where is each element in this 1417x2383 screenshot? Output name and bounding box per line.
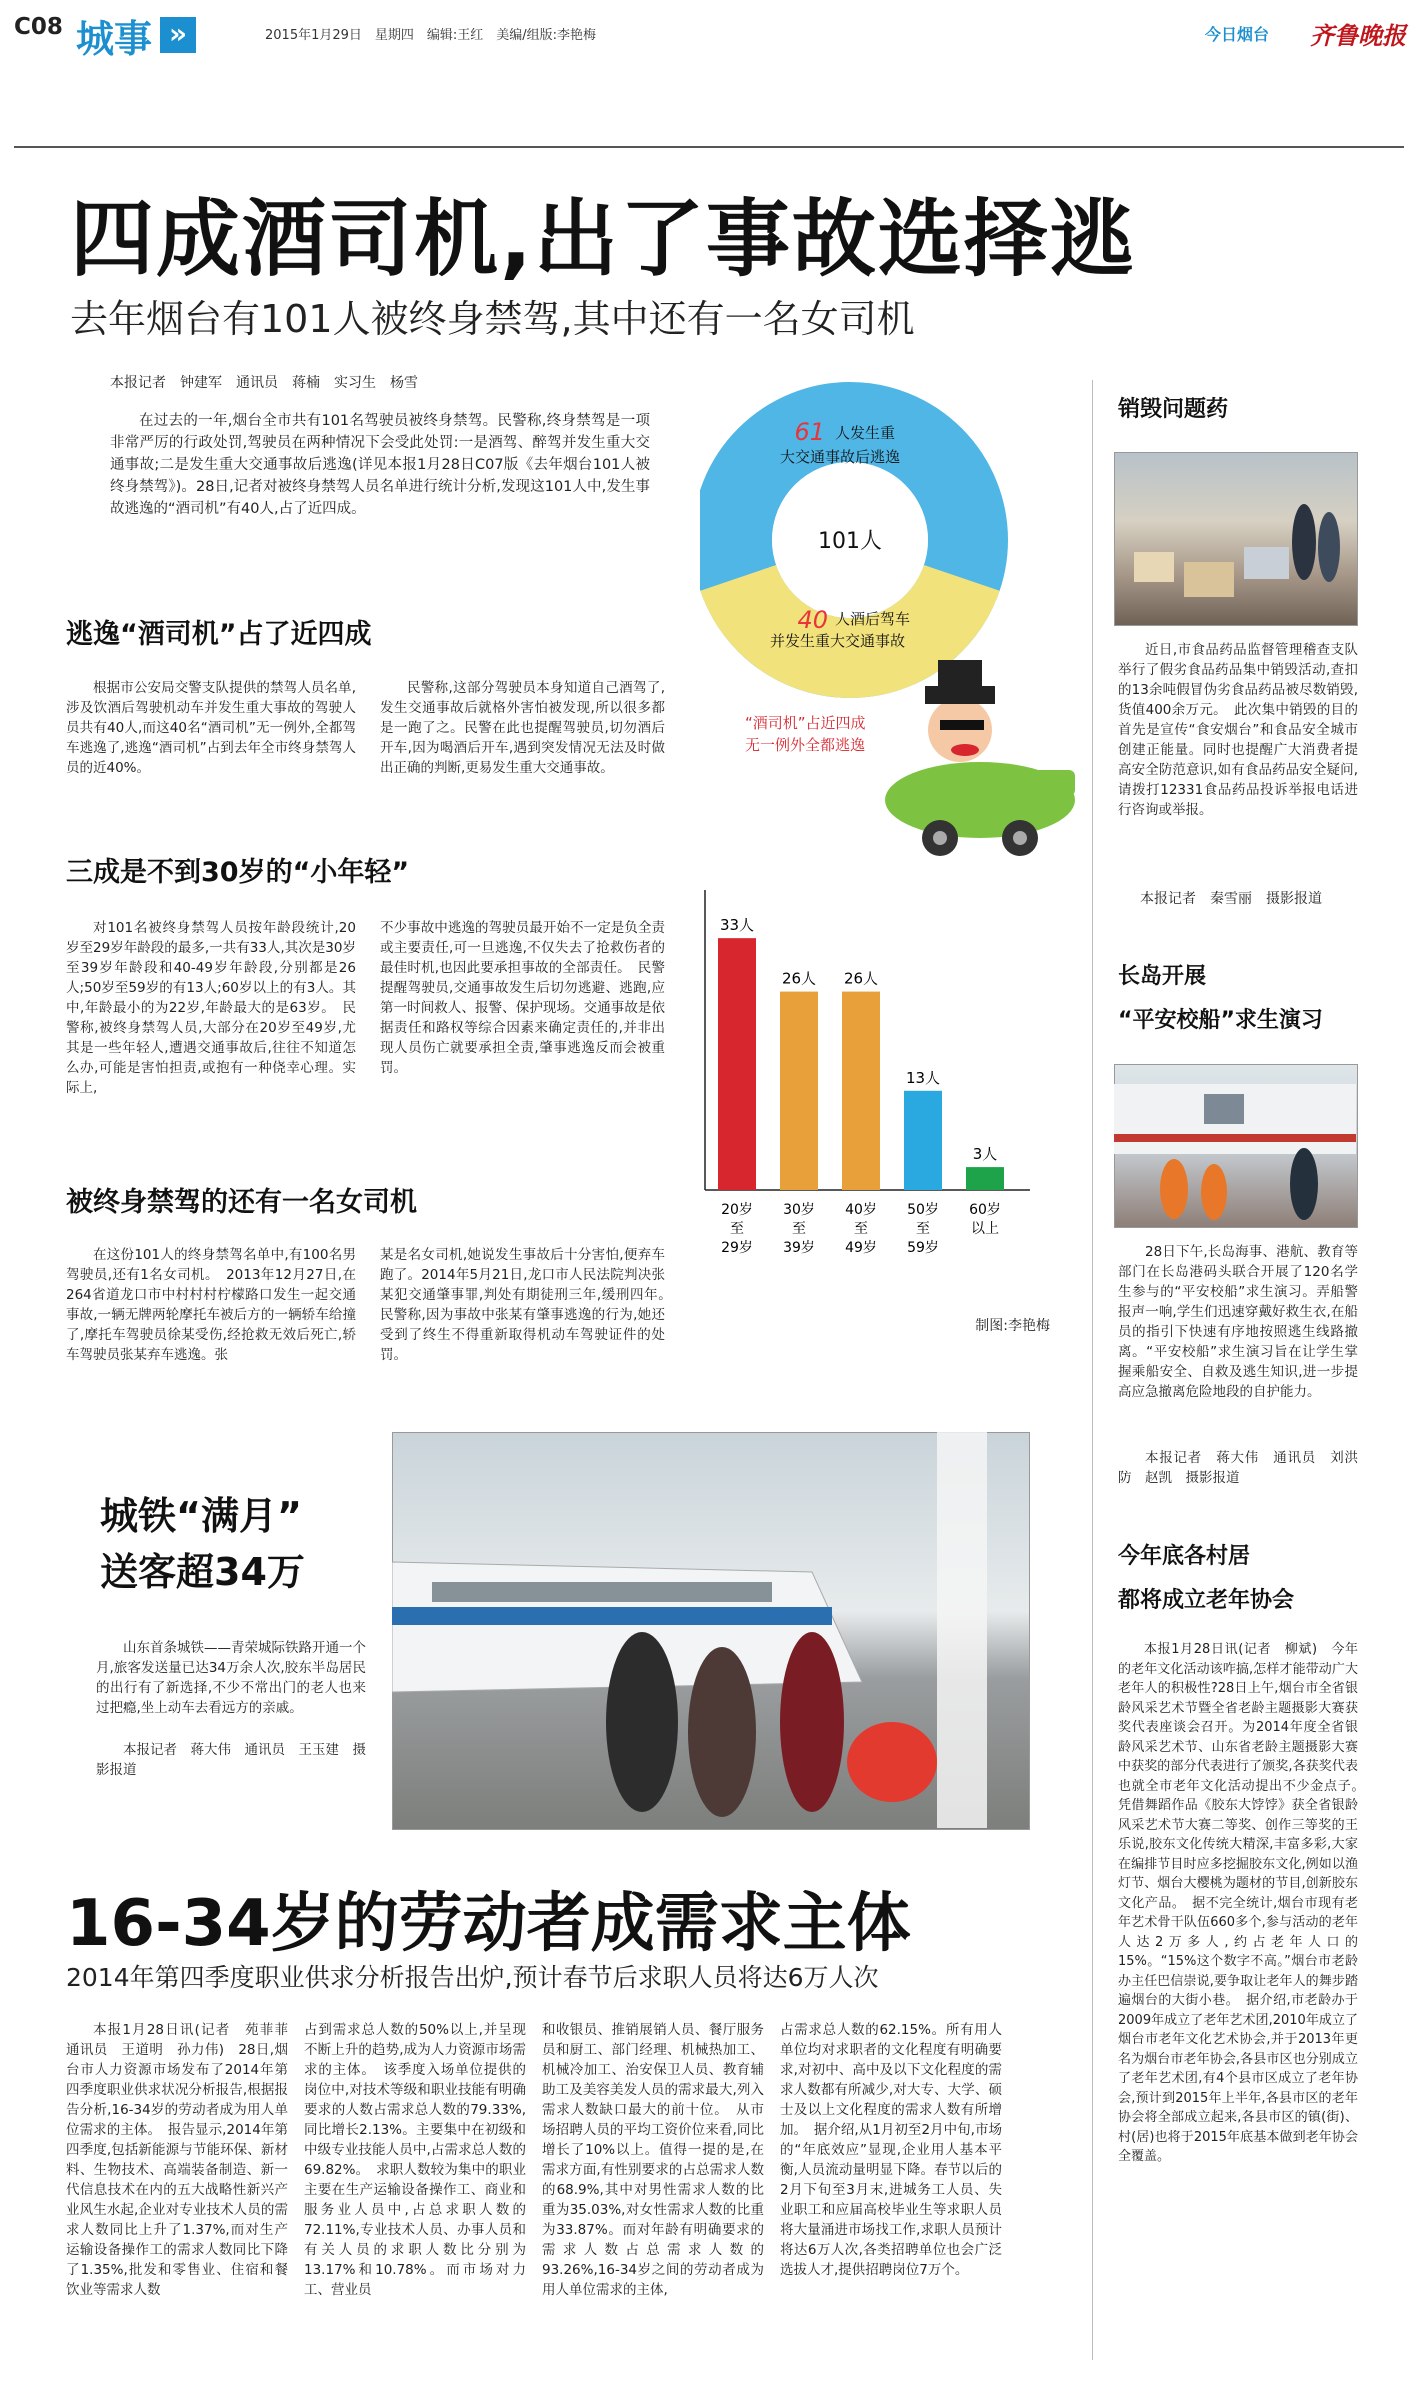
edition-label: 今日烟台 [1205,25,1270,44]
worker-icon [1318,512,1340,582]
sec2-col2: 不少事故中逃逸的驾驶员最开始不一定是负全责或主要责任,可一旦逃逸,不仅失去了抢救伤者的最佳时机,也因此要承担事故的全部责任。 民警提醒驾驶员,交通事故发生后切勿逃避、逃跑,应第一时间救人、报警、保护现场。交通事故是依据责任和路权等综合因素来确定责任的,并非出现人员伤亡就要承担全责,肇事逃逸反而会被重罚。 [380,920,665,1076]
donut-note [745,712,866,756]
section-heading-1: 逃逸“酒司机”占了近四成 [66,619,372,650]
sec1-col1: 根据市公安局交警支队提供的禁驾人员名单,涉及饮酒后驾驶机动车并发生重大事故的驾驶人员共有40人,而这40名“酒司机”无一例外,全都驾车逃逸了,逃逸“酒司机”占到去年全市终身禁驾人员的近40%。 [66,680,356,776]
donut-note-line1: “酒司机”占近四成 [745,714,866,732]
rail-headline-line1: 城铁“满月” [100,1494,302,1538]
bar-4 [904,1091,942,1190]
train-illustration [392,1432,1028,1828]
x-tick-label: 49岁 [845,1240,877,1256]
donut-bottom-label2: 并发生重大交通事故 [770,632,906,650]
side1-body: 近日,市食品药品监督管理稽查支队举行了假劣食品药品集中销毁活动,查扣的13余吨假冒伪劣食品药品被尽数销毁,货值400余万元。 此次集中销毁的目的首先是宣传“食安烟台”和食品安全城市创建正能量。同时也提醒广大消费者提高安全防范意识,如有食品药品安全疑问,请拨打12331食品药品投诉举报电话进行咨询或举报。 [1118,642,1358,818]
page-number: C08 [14,14,63,40]
section-heading-2: 三成是不到30岁的“小年轻” [66,857,410,888]
sec3-col1: 在这份101人的终身禁驾名单中,有100名男驾驶员,还有1名女司机。 2013年12月27日,在264省道龙口市中村村村柠檬路口发生一起交通事故,一辆无牌两轮摩托车被后方的一辆轿车给撞了,摩托车驾驶员徐某受伤,经抢救无效后死亡,轿车驾驶员张某弃车逃逸。张 [66,1247,356,1363]
x-tick-label: 至 [730,1221,744,1237]
sec1-col2: 民警称,这部分驾驶员本身知道自己酒驾了,发生交通事故后就格外害怕被发现,所以很多都是一跑了之。民警在此也提醒驾驶员,切勿酒后开车,因为喝酒后开车,遇到突发情况无法及时做出正确的判断,更易发生重大交通事故。 [380,680,665,776]
x-tick-label: 30岁 [783,1202,815,1218]
donut-bottom-label1: 人酒后驾车 [835,610,911,628]
bar-5 [966,1167,1004,1190]
x-tick-label: 40岁 [845,1202,877,1218]
student-icon [1201,1164,1227,1220]
brand-logo: 齐鲁晚报 [1310,21,1406,50]
donut-top-label1: 人发生重 [835,424,896,442]
rail-headline [100,1488,305,1600]
bar-value-label: 26人 [781,969,817,988]
section-badge [76,8,196,62]
side3-body: 本报1月28日讯(记者 柳斌) 今年的老年文化活动该咋搞,怎样才能带动广大老年人的积极性?28日上午,烟台市全省银龄风采艺术节暨全省老龄主题摄影大赛获奖代表座谈会召开。为2014年度全省银龄风采艺术节、山东省老龄主题摄影大赛中获奖的部分代表进行了颁奖,各获奖代表也就全市老年文化活动提出不少金点子。 凭借舞蹈作品《胶东大饽饽》获全省银龄风采艺术节大赛二等奖、创作三等奖的王乐说,胶东文化传统大精深,丰富多彩,大家在编排节目时应多挖掘胶东文化,例如以渔灯节、烟台大樱桃为题材的节目,创新胶东文化产品。 据不完全统计,烟台市现有老年艺术骨干队伍660多个,参与活动的老年人达2万多人,约占老年人口的15%。“15%这个数字不高。”烟台市老龄办主任巴信崇说,要争取让老年人的舞步踏遍烟台的大街小巷。 据介绍,市老龄办于2009年成立了老年艺术团,2010年成立了烟台市老年文化艺术协会,并于2013年更名为烟台市老年协会,各县市区也分别成立了老年艺术团,有4个县市区成立了老年协会,预计到2015年上半年,各县市区的老年协会将全部成立起来,各县市区的镇(街)、村(居)也将于2015年底基本做到老年协会全覆盖。 [1118,1642,1372,2164]
x-tick-label: 至 [792,1221,806,1237]
worker-icon [1292,504,1316,580]
right-rail-divider [1092,380,1093,2360]
x-tick-label: 20岁 [721,1202,753,1218]
donut-top-number: 61 [794,418,825,446]
side2-headline-line2: “平安校船”求生演习 [1118,1008,1323,1033]
x-tick-label: 50岁 [907,1202,939,1218]
rail-credit: 本报记者 蒋大伟 通讯员 王玉建 摄影报道 [96,1742,366,1778]
labor-col4: 占需求总人数的62.15%。所有用人单位均对求职者的文化程度有明确要求,对初中、高中及以下文化程度的需求人数都有所减少,对大专、大学、硕士及以上文化程度的需求人数有所增加。 据介绍,从1月初至2月中旬,市场的“年底效应”显现,企业用人基本平衡,人员流动量明显下降。春节以后的2月下旬至3月末,进城务工人员、失业职工和应届高校毕业生等求职人员将大量涌进市场找工作,求职人员预计将达6万人次,各类招聘单位也会广泛选拔人才,提供招聘岗位7万个。 [780,2022,1002,2278]
labor-col3: 和收银员、推销展销人员、餐厅服务员和厨工、部门经理、机械热加工、机械冷加工、治安保卫人员、教育辅助工及美容美发人员的需求最大,列入需求人数缺口最大的前十位。 从市场招聘人员的平均工资价位来看,同比增长了10%以上。值得一提的是,在需求方面,有性别要求的占总需求人数的68.9%,其中对男性需求人数的比重为35.03%,对女性需求人数的比重为33.87%。而对年龄有明确要求的需求人数占总需求人数的93.26%,16-34岁之间的劳动者成为用人单位需求的主体, [542,2022,764,2298]
side3-headline-line2: 都将成立老年协会 [1118,1588,1295,1613]
luggage-icon [847,1722,937,1802]
side2-credit: 本报记者 蒋大伟 通讯员 刘洪防 赵凯 摄影报道 [1118,1450,1358,1486]
x-tick-label: 59岁 [907,1240,939,1256]
ship-drill-illustration [1114,1064,1356,1226]
x-tick-label: 29岁 [721,1240,753,1256]
bar-value-label: 13人 [905,1068,941,1087]
donut-top-label2: 大交通事故后逃逸 [780,448,901,466]
lead-subheadline: 去年烟台有101人被终身禁驾,其中还有一名女司机 [70,297,915,341]
section-title: 城事 [76,16,153,61]
x-tick-label: 至 [916,1221,930,1237]
labor-subheadline: 2014年第四季度职业供求分析报告出炉,预计春节后求职人员将达6万人次 [66,1963,879,1992]
sec2-col1: 对101名被终身禁驾人员按年龄段统计,20岁至29岁年龄段的最多,一共有33人,其次是30岁至39岁年龄段和40-49岁年龄段,分别都是26人;50岁至59岁的有13人;60岁以上的有3人。其中,年龄最小的为22岁,年龄最大的是63岁。 民警称,被终身禁驾人员,大部分在20岁至49岁,尤其是一些年轻人,遭遇交通事故后,往往不知道怎么办,可能是害怕担责,或抱有一种侥幸心理。实际上, [66,920,356,1096]
bar-2 [780,992,818,1190]
rail-caption: 山东首条城铁——青荣城际铁路开通一个月,旅客发送量已达34万余人次,胶东半岛居民的出行有了新选择,不少不常出门的老人也来过把瘾,坐上动车去看远方的亲戚。 [96,1640,366,1716]
student-icon [1160,1159,1188,1219]
donut-total: 101人 [818,529,882,554]
lead-byline: 本报记者 钟建军 通讯员 蒋楠 实习生 杨雪 [110,375,418,391]
chart-credit: 制图:李艳梅 [975,1318,1050,1334]
age-bar-chart [690,880,1060,1340]
x-tick-label: 至 [854,1221,868,1237]
side3-headline-line1: 今年底各村居 [1118,1544,1251,1569]
drug-destruction-illustration [1114,452,1356,624]
x-tick-label: 以上 [971,1221,999,1237]
dateline: 2015年1月29日 星期四 编辑:王红 美编/组版:李艳梅 [265,28,597,43]
lead-intro: 在过去的一年,烟台全市共有101名驾驶员被终身禁驾。民警称,终身禁驾是一项非常严厉的行政处罚,驾驶员在两种情况下会受此处罚:一是酒驾、醉驾并发生重大交通事故;二是发生重大交通事故后逃逸(详见本报1月28日C07版《去年烟台101人被终身禁驾》)。28日,记者对被终身禁驾人员名单进行统计分析,发现这101人中,发生事故逃逸的“酒司机”有40人,占了近四成。 [110,413,650,517]
labor-col1: 本报1月28日讯(记者 苑菲菲 通讯员 王道明 孙力伟) 28日,烟台市人力资源市场发布了2014年第四季度职业供求状况分析报告,根据报告分析,16-34岁的劳动者成为用人单位需求的主体。 报告显示,2014年第四季度,包括新能源与节能环保、新材料、生物技术、高端装备制造、新一代信息技术在内的五大战略性新兴产业风生水起,企业对专业技术人员的需求人数同比上升了1.37%,而对生产运输设备操作工的需求人数同比下降了1.35%,批发和零售业、住宿和餐饮业等需求人数 [66,2022,302,2298]
passenger-icon [606,1632,678,1812]
side2-headline [1118,955,1323,1043]
box-icon [1134,552,1174,582]
lead-headline: 四成酒司机,出了事故选择逃 [70,190,1136,288]
section-arrow-icon: » [160,17,196,53]
side1-credit: 本报记者 秦雪丽 摄影报道 [1140,891,1322,907]
bar-1 [718,938,756,1190]
x-tick-label: 60岁 [969,1202,1001,1218]
side3-headline [1118,1535,1294,1623]
box-icon [1244,547,1289,579]
section-heading-3: 被终身禁驾的还有一名女司机 [66,1187,417,1218]
header-rule [14,146,1404,148]
side2-headline-line1: 长岛开展 [1118,964,1207,989]
side1-headline: 销毁问题药 [1118,397,1229,422]
labor-headline: 16-34岁的劳动者成需求主体 [66,1887,911,1961]
passenger-icon [688,1647,756,1817]
box-icon [1184,562,1234,597]
bar-value-label: 33人 [719,916,755,935]
bar-3 [842,992,880,1190]
attendant-icon [780,1632,844,1812]
rail-headline-line2: 送客超34万 [100,1550,305,1594]
bar-value-label: 3人 [972,1145,998,1164]
drunk-driver-illustration [880,650,1080,860]
donut-bottom-number: 40 [797,606,828,634]
labor-col2: 占到需求总人数的50%以上,并呈现不断上升的趋势,成为人力资源市场需求的主体。 该季度入场单位提供的岗位中,对技术等级和职业技能有明确要求的人数占需求总人数的79.33%,同比增长2.13%。主要集中在初级和中级专业技能人员中,占需求总人数的69.82%。 求职人数较为集中的职业主要在生产运输设备操作工、商业和服务业人员中,占总求职人数的72.11%,专业技术人员、办事人员和有关人员的求职人数比分别为13.17%和10.78%。而市场对力工、营业员 [304,2022,526,2298]
x-tick-label: 39岁 [783,1240,815,1256]
sec3-col2: 某是名女司机,她说发生事故后十分害怕,便弃车跑了。2014年5月21日,龙口市人民法院判决张某犯交通肇事罪,判处有期徒刑三年,缓刑四年。 民警称,因为事故中张某有肇事逃逸的行为,她还受到了终生不得重新取得机动车驾驶证件的处罚。 [380,1247,679,1363]
side2-body: 28日下午,长岛海事、港航、教育等部门在长岛港码头联合开展了120名学生参与的“平安校船”求生演习。弄船警报声一响,学生们迅速穿戴好救生衣,在船员的指引下快速有序地按照逃生线路撤离。“平安校船”求生演习旨在让学生掌握乘船安全、自救及逃生知识,进一步提高应急撤离危险地段的自护能力。 [1118,1244,1358,1400]
donut-note-line2: 无一例外全都逃逸 [745,736,866,754]
officer-icon [1290,1148,1318,1220]
bar-value-label: 26人 [843,969,879,988]
